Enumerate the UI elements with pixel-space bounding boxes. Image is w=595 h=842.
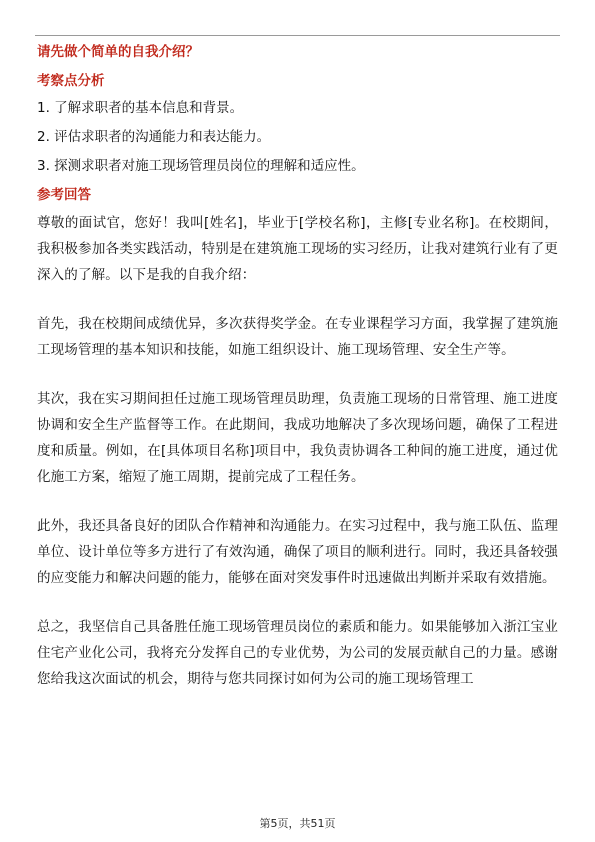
answer-paragraph-3: 其次，我在实习期间担任过施工现场管理员助理，负责施工现场的日常管理、施工进度协调和安全生产监督等工作。在此期间，我成功地解决了多次现场问题，确保了工程进度和质量。例如，在[具体项目名称]项目中，我负责协调各工种间的施工进度，通过优化施工方案，缩短了施工周期，提前完成了工程任务。: [37, 391, 558, 485]
analysis-point-2: 2. 评估求职者的沟通能力和表达能力。: [37, 129, 271, 145]
answer-paragraph-2: 首先，我在校期间成绩优异，多次获得奖学金。在专业课程学习方面，我掌握了建筑施工现场管理的基本知识和技能，如施工组织设计、施工现场管理、安全生产等。: [37, 316, 558, 358]
page-content: [37, 40, 558, 692]
question-title: 请先做个简单的自我介绍？: [37, 44, 199, 60]
analysis-point-3: 3. 探测求职者对施工现场管理员岗位的理解和适应性。: [37, 158, 365, 174]
answer-paragraph-4: 此外，我还具备良好的团队合作精神和沟通能力。在实习过程中，我与施工队伍、监理单位、设计单位等多方进行了有效沟通，确保了项目的顺利进行。同时，我还具备较强的应变能力和解决问题的能力，能够在面对突发事件时迅速做出判断并采取有效措施。: [37, 518, 558, 586]
page-number: 第5页，共51页: [259, 817, 336, 830]
analysis-points: [37, 96, 558, 178]
analysis-point-1: 1. 了解求职者的基本信息和背景。: [37, 100, 244, 116]
answer-paragraph-1: 尊敬的面试官，您好！我叫[姓名]，毕业于[学校名称]，主修[专业名称]。在校期间，我积极参加各类实践活动，特别是在建筑施工现场的实习经历，让我对建筑行业有了更深入的了解。以下是我的自我介绍：: [37, 215, 558, 283]
answer-paragraph-5: 总之，我坚信自己具备胜任施工现场管理员岗位的素质和能力。如果能够加入浙江宝业住宅产业化公司，我将充分发挥自己的专业优势，为公司的发展贡献自己的力量。感谢您给我这次面试的机会，期待与您共同探讨如何为公司的施工现场管理工: [37, 619, 558, 687]
analysis-heading: 考察点分析: [37, 73, 105, 89]
header-rule: [35, 35, 560, 36]
answer-body: [37, 210, 558, 692]
answer-heading: 参考回答: [37, 187, 91, 203]
